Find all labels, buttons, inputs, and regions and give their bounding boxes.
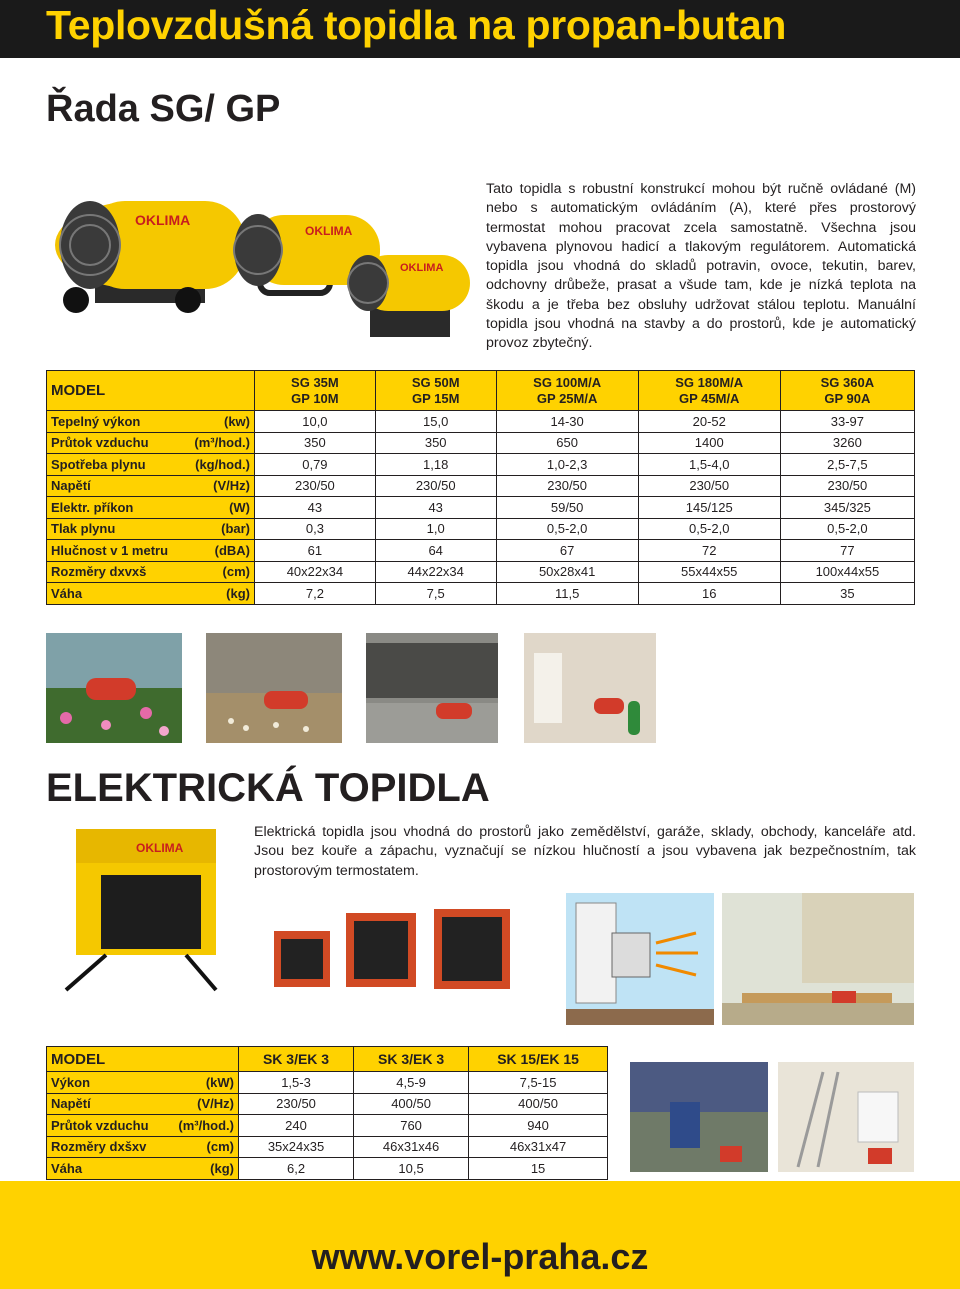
greenhouse-photo <box>46 633 182 743</box>
table-cell: 44x22x34 <box>375 561 496 583</box>
electric-logo: OKLIMA <box>136 841 184 855</box>
electric-heaters-photo <box>254 893 548 1025</box>
table-header-row <box>47 371 915 411</box>
locker-room-photo <box>722 893 914 1025</box>
model-name: SG 100M/A <box>533 374 602 390</box>
model-header <box>638 371 780 411</box>
table-cell: 230/50 <box>780 475 914 497</box>
table-cell: 940 <box>469 1115 608 1137</box>
row-unit: (V/Hz) <box>197 1096 234 1112</box>
table-cell: 230/50 <box>638 475 780 497</box>
table-cell: 35 <box>780 583 914 605</box>
model-header: SK 15/EK 15 <box>469 1047 608 1072</box>
table-cell: 7,2 <box>255 583 376 605</box>
row-unit: (bar) <box>221 521 250 537</box>
table-cell: 1,5-4,0 <box>638 454 780 476</box>
row-unit: (m³/hod.) <box>178 1117 234 1133</box>
heater-logo-1: OKLIMA <box>135 212 191 228</box>
table-cell: 33-97 <box>780 411 914 433</box>
table-cell: 760 <box>354 1115 469 1137</box>
table-cell: 11,5 <box>496 583 638 605</box>
table-cell: 1,0 <box>375 518 496 540</box>
table-cell: 0,5-2,0 <box>638 518 780 540</box>
table-cell: 15,0 <box>375 411 496 433</box>
row-unit: (m³/hod.) <box>194 435 250 451</box>
table-cell: 0,3 <box>255 518 376 540</box>
table-row <box>47 454 915 476</box>
table-cell: 230/50 <box>496 475 638 497</box>
model-label: MODEL <box>47 1047 239 1072</box>
website-link[interactable]: www.vorel-praha.cz <box>311 1236 649 1277</box>
table-row <box>47 1115 608 1137</box>
table-cell: 400/50 <box>469 1093 608 1115</box>
electric-paragraph: Elektrická topidla jsou vhodná do prostorů jako zemědělství, garáže, sklady, obchody, kanceláře atd. Jsou bez kouře a zápachu, vyznačují se nízkou hlučností a jsou vybavena jak bezpečnostním, tak prostorovým termostatem. <box>254 824 916 879</box>
row-label-cell <box>47 1158 239 1180</box>
model-name: SG 180M/A <box>675 374 744 390</box>
heater-logo-3: OKLIMA <box>400 262 444 274</box>
table-row <box>47 561 915 583</box>
table-cell: 67 <box>496 540 638 562</box>
table-cell: 1,18 <box>375 454 496 476</box>
painting-room-photo <box>524 633 656 743</box>
model-header <box>255 371 376 411</box>
row-label: Napětí <box>51 1096 91 1112</box>
model-name-alt: GP 15M <box>411 390 460 406</box>
row-label: Spotřeba plynu <box>51 456 146 472</box>
series-title: Řada SG/ GP <box>46 88 281 130</box>
row-unit: (V/Hz) <box>213 478 250 494</box>
table-cell: 1,5-3 <box>239 1072 354 1094</box>
table-cell: 230/50 <box>239 1093 354 1115</box>
table-cell: 46x31x47 <box>469 1136 608 1158</box>
model-header <box>780 371 914 411</box>
electric-section-title: ELEKTRICKÁ TOPIDLA <box>46 766 490 810</box>
table-cell: 59/50 <box>496 497 638 519</box>
page-title: Teplovzdušná topidla na propan-butan <box>46 2 787 48</box>
row-unit: (kg) <box>226 585 250 601</box>
row-label: Průtok vzduchu <box>51 1117 149 1133</box>
table-cell: 1,0-2,3 <box>496 454 638 476</box>
model-name-alt: GP 10M <box>291 390 339 406</box>
row-label-cell <box>47 561 255 583</box>
row-label-cell <box>47 432 255 454</box>
table-cell: 3260 <box>780 432 914 454</box>
table-cell: 20-52 <box>638 411 780 433</box>
gas-heaters-photo <box>40 155 480 355</box>
gas-table-body <box>47 411 915 605</box>
table-cell: 230/50 <box>375 475 496 497</box>
row-label: Elektr. příkon <box>51 499 134 515</box>
table-cell: 350 <box>375 432 496 454</box>
table-cell: 145/125 <box>638 497 780 519</box>
table-header-row <box>47 1047 608 1072</box>
row-label-cell <box>47 540 255 562</box>
gas-spec-table <box>46 370 915 605</box>
table-cell: 6,2 <box>239 1158 354 1180</box>
row-unit: (dBA) <box>214 542 250 558</box>
model-header: SK 3/EK 3 <box>354 1047 469 1072</box>
row-label-cell <box>47 454 255 476</box>
table-row <box>47 1072 608 1094</box>
table-row <box>47 497 915 519</box>
table-row <box>47 411 915 433</box>
row-label: Rozměry dxšxv <box>51 1139 147 1155</box>
row-label: Tlak plynu <box>51 521 116 537</box>
model-header <box>496 371 638 411</box>
table-cell: 240 <box>239 1115 354 1137</box>
row-unit: (cm) <box>222 564 250 580</box>
table-row <box>47 432 915 454</box>
table-cell: 16 <box>638 583 780 605</box>
row-label-cell <box>47 411 255 433</box>
row-unit: (kw) <box>224 413 250 429</box>
row-unit: (kW) <box>205 1074 234 1090</box>
table-cell: 0,5-2,0 <box>780 518 914 540</box>
table-cell: 100x44x55 <box>780 561 914 583</box>
model-name: SG 50M <box>411 374 460 390</box>
garage-photo <box>630 1062 768 1172</box>
poultry-farm-photo <box>206 633 342 743</box>
model-name-alt: GP 25M/A <box>536 390 598 406</box>
row-unit: (cm) <box>206 1139 234 1155</box>
table-cell: 50x28x41 <box>496 561 638 583</box>
heater-large <box>55 201 245 313</box>
table-row <box>47 540 915 562</box>
table-cell: 0,79 <box>255 454 376 476</box>
table-cell: 350 <box>255 432 376 454</box>
table-row <box>47 1093 608 1115</box>
table-cell: 7,5 <box>375 583 496 605</box>
table-cell: 35x24x35 <box>239 1136 354 1158</box>
row-label: Hlučnost v 1 metru <box>51 542 169 558</box>
table-row <box>47 583 915 605</box>
row-label: Průtok vzduchu <box>51 435 149 451</box>
table-cell: 400/50 <box>354 1093 469 1115</box>
table-cell: 61 <box>255 540 376 562</box>
row-unit: (W) <box>229 499 250 515</box>
table-cell: 4,5-9 <box>354 1072 469 1094</box>
table-cell: 43 <box>375 497 496 519</box>
table-cell: 2,5-7,5 <box>780 454 914 476</box>
table-row <box>47 1158 608 1180</box>
table-cell: 46x31x46 <box>354 1136 469 1158</box>
row-label-cell <box>47 1115 239 1137</box>
heater-logo-2: OKLIMA <box>305 224 353 238</box>
intro-paragraph: Tato topidla s robustní konstrukcí mohou být ručně ovládané (M) nebo s automatickým ovládáním (A), které přes prostorový termostat mohou pracovat zcela samostatně. Všechna jsou vybavena plynovou hadicí a tlakovým regulátorem. Automatická topidla jsou vhodná do skladů potravin, ovoce, tekutin, barev, odchovny drůbeže, prasat a všude tam, kde je nízká teplota na škodu a je třeba bez obsluhy udržovat stálou teplotu. Manuální topidla jsou vhodná na stavby a do prostorů, kde je automatický provoz zbytečný. <box>486 181 916 352</box>
row-label: Výkon <box>51 1074 91 1090</box>
table-cell: 15 <box>469 1158 608 1180</box>
model-header: SK 3/EK 3 <box>239 1047 354 1072</box>
electric-table-body <box>47 1072 608 1180</box>
row-label-cell <box>47 518 255 540</box>
table-row <box>47 518 915 540</box>
model-name: SG 360A <box>820 374 875 390</box>
renovation-photo <box>778 1062 914 1172</box>
model-name-alt: GP 90A <box>824 390 871 406</box>
warehouse-photo <box>366 633 498 743</box>
table-row <box>47 1136 608 1158</box>
table-cell: 64 <box>375 540 496 562</box>
table-cell: 0,5-2,0 <box>496 518 638 540</box>
row-label-cell <box>47 1093 239 1115</box>
model-label: MODEL <box>47 371 255 411</box>
row-label-cell <box>47 497 255 519</box>
row-label-cell <box>47 1072 239 1094</box>
row-label: Váha <box>51 1160 83 1176</box>
table-cell: 345/325 <box>780 497 914 519</box>
model-name: SG 35M <box>291 374 339 390</box>
row-label-cell <box>47 475 255 497</box>
row-label-cell <box>47 1136 239 1158</box>
electric-spec-table <box>46 1046 608 1180</box>
row-label: Váha <box>51 585 83 601</box>
row-label: Napětí <box>51 478 91 494</box>
row-label: Tepelný výkon <box>51 413 141 429</box>
table-cell: 43 <box>255 497 376 519</box>
table-cell: 1400 <box>638 432 780 454</box>
row-unit: (kg) <box>210 1160 234 1176</box>
table-cell: 650 <box>496 432 638 454</box>
table-cell: 230/50 <box>255 475 376 497</box>
model-name-alt: GP 45M/A <box>679 390 740 406</box>
installation-diagram <box>566 893 714 1025</box>
row-label: Rozměry dxvxš <box>51 564 147 580</box>
row-label-cell <box>47 583 255 605</box>
table-cell: 77 <box>780 540 914 562</box>
table-cell: 55x44x55 <box>638 561 780 583</box>
table-row <box>47 475 915 497</box>
table-cell: 10,5 <box>354 1158 469 1180</box>
electric-heater-photo <box>46 815 242 1005</box>
heater-small <box>348 255 470 337</box>
table-cell: 40x22x34 <box>255 561 376 583</box>
model-header <box>375 371 496 411</box>
table-cell: 7,5-15 <box>469 1072 608 1094</box>
table-cell: 10,0 <box>255 411 376 433</box>
table-cell: 14-30 <box>496 411 638 433</box>
row-unit: (kg/hod.) <box>195 456 250 472</box>
table-cell: 72 <box>638 540 780 562</box>
